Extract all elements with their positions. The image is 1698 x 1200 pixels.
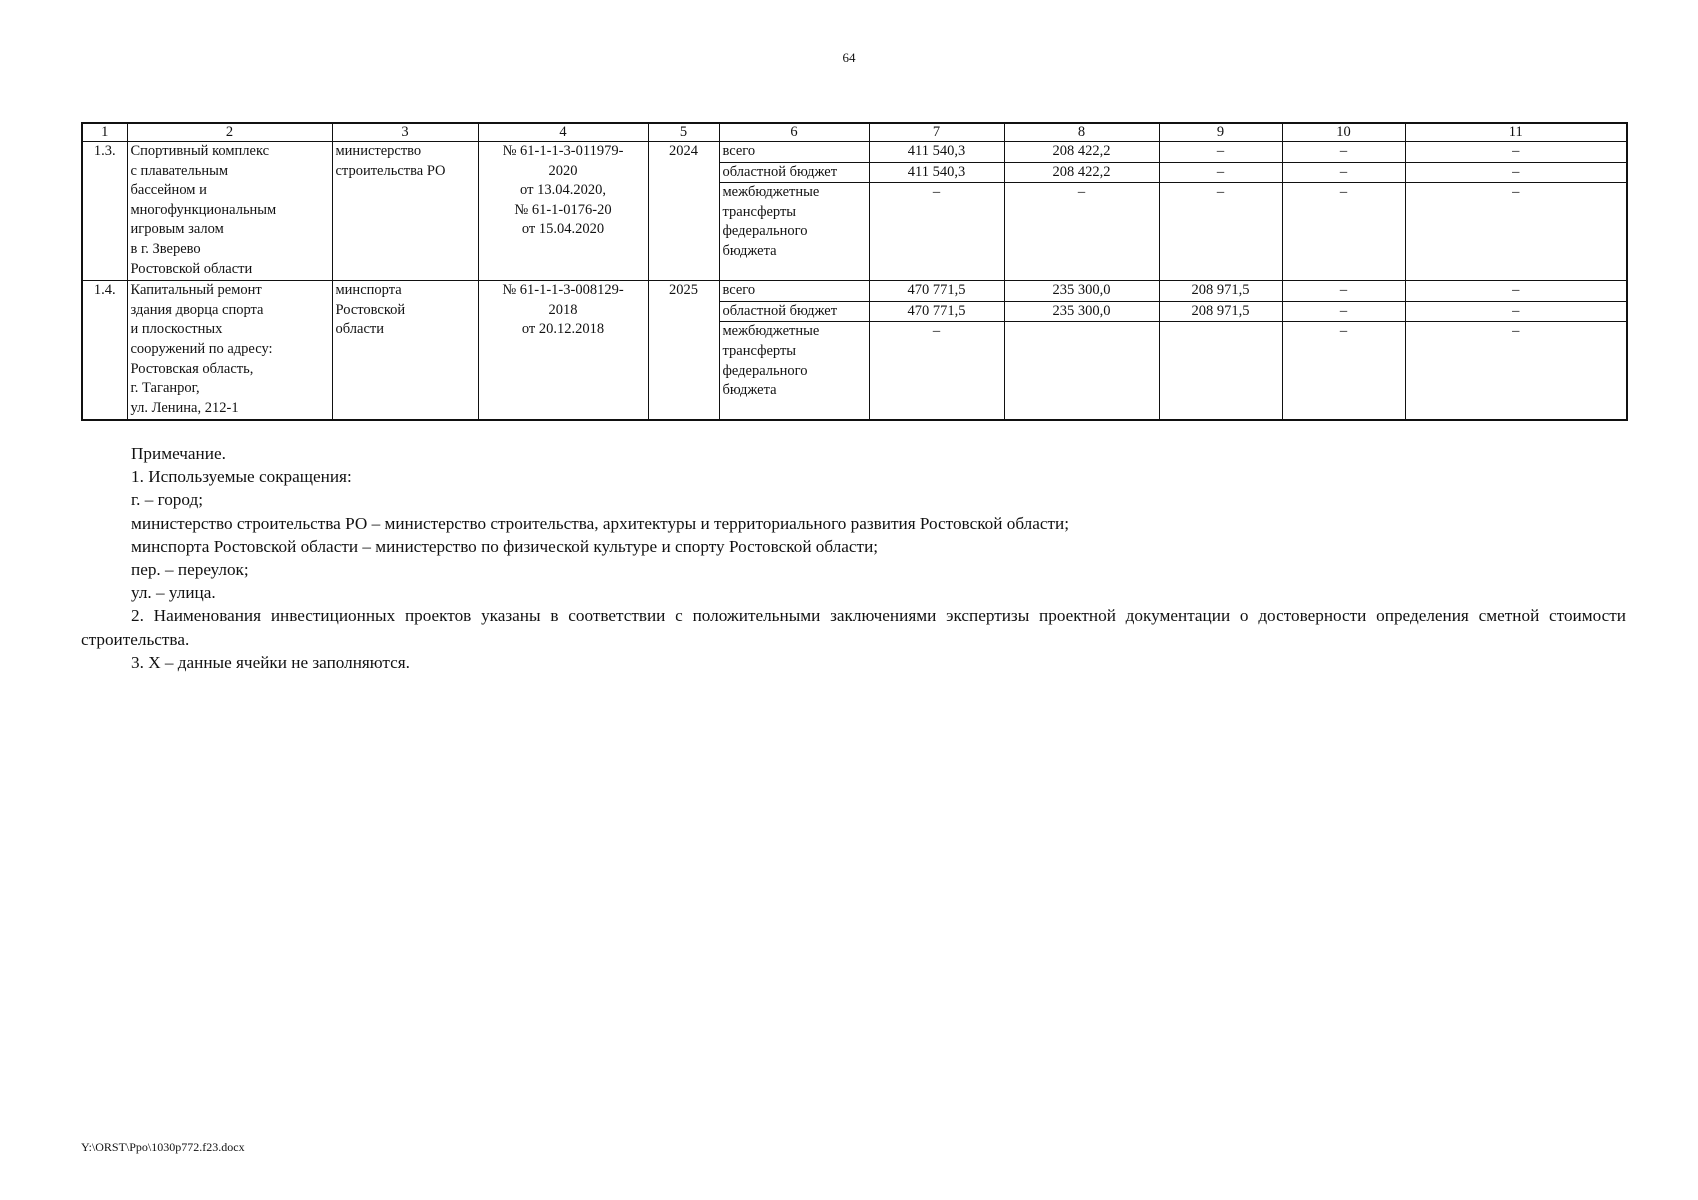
funding-value: 208 971,5 [1159,281,1282,302]
funding-value: – [1159,162,1282,183]
object-line: г. Таганрог, [130,380,200,397]
note-item-3: 3. Х – данные ячейки не заполняются. [131,652,410,672]
customer-line: министерство [335,143,422,159]
funding-value: – [1405,142,1627,163]
project-year: 2024 [648,142,719,281]
customer-line: Ростовской [335,301,406,318]
object-line: ул. Ленина, 212-1 [130,399,239,416]
funding-value: – [1004,183,1159,281]
funding-value: – [1282,322,1405,420]
object-line: Ростовская область, [130,360,254,377]
expertise-line: от 20.12.2018 [521,321,605,338]
funding-value: 208 422,2 [1004,162,1159,183]
funding-value: 411 540,3 [869,142,1004,163]
funding-value: 235 300,0 [1004,301,1159,322]
source-line: межбюджетные [722,184,820,201]
project-number: 1.4. [82,281,127,420]
column-number-row [82,123,1627,142]
funding-value: 208 422,2 [1004,142,1159,163]
object-line: в г. Зверево [130,240,201,257]
expertise-line: 2018 [548,301,578,318]
project-object [127,142,332,281]
funding-value: – [1282,142,1405,163]
expertise-line: № 61-1-1-3-008129- [502,282,624,299]
source-line: бюджета [722,242,777,259]
abbreviation-line: министерство строительства РО – министерство строительства, архитектуры и территориального развития Ростовской области; [131,513,1069,533]
footer-file-path: Y:\ORST\Ppo\1030p772.f23.docx [81,1140,245,1154]
funding-source: всего [719,142,869,163]
source-line: бюджета [722,382,777,399]
funding-value: – [1159,142,1282,163]
funding-source [719,322,869,420]
project-expertise [478,142,648,281]
column-number: 4 [478,123,648,142]
funding-value: – [1405,301,1627,322]
object-line: бассейном и [130,182,207,199]
column-number: 1 [82,123,127,142]
funding-value: – [869,322,1004,420]
abbreviation-line: ул. – улица. [131,583,216,603]
column-number: 8 [1004,123,1159,142]
column-number: 5 [648,123,719,142]
project-year: 2025 [648,281,719,420]
note-item-1-title: 1. Используемые сокращения: [131,467,352,487]
project-number: 1.3. [82,142,127,281]
expertise-line: № 61-1-0176-20 [514,201,612,218]
object-line: здания дворца спорта [130,301,264,318]
funding-source [719,183,869,281]
funding-value: – [1282,281,1405,302]
funding-source: областной бюджет [719,301,869,322]
table-row [82,142,1627,163]
funding-value: – [1282,162,1405,183]
funding-source: областной бюджет [719,162,869,183]
column-number: 7 [869,123,1004,142]
investment-projects-table [81,122,1628,421]
object-line: Спортивный комплекс [130,143,270,159]
project-expertise [478,281,648,420]
abbreviation-line: пер. – переулок; [131,560,249,580]
customer-line: строительства РО [335,162,446,179]
customer-line: области [335,321,384,338]
funding-value: – [1405,281,1627,302]
object-line: Капитальный ремонт [130,282,262,299]
funding-value: – [869,183,1004,281]
funding-value: – [1159,183,1282,281]
customer-line: минспорта [335,282,402,299]
column-number: 6 [719,123,869,142]
object-line: многофункциональным [130,201,277,218]
funding-value: – [1405,183,1627,281]
notes-section [81,442,1626,674]
expertise-line: от 15.04.2020 [521,221,605,238]
object-line: и плоскостных [130,321,223,338]
column-number: 9 [1159,123,1282,142]
expertise-line: 2020 [548,162,578,179]
funding-value: 208 971,5 [1159,301,1282,322]
object-line: сооружений по адресу: [130,340,273,357]
object-line: игровым залом [130,221,224,238]
project-customer [332,142,478,281]
expertise-line: № 61-1-1-3-011979- [502,143,624,159]
table-row [82,281,1627,302]
column-number: 2 [127,123,332,142]
abbreviation-line: г. – город; [131,490,204,510]
page-number: 64 [842,50,856,65]
notes-heading: Примечание. [131,444,226,463]
source-line: трансферты [722,342,797,359]
column-number: 11 [1405,123,1627,142]
column-number: 3 [332,123,478,142]
object-line: с плавательным [130,162,229,179]
project-customer [332,281,478,420]
funding-value [1159,322,1282,420]
project-object [127,281,332,420]
funding-value: 235 300,0 [1004,281,1159,302]
abbreviation-line: минспорта Ростовской области – министерство по физической культуре и спорту Ростовской области; [131,536,879,556]
funding-value: 470 771,5 [869,301,1004,322]
funding-value: 411 540,3 [869,162,1004,183]
source-line: межбюджетные [722,323,820,340]
source-line: федерального [722,223,808,240]
expertise-line: от 13.04.2020, [520,182,606,199]
column-number: 10 [1282,123,1405,142]
funding-source: всего [719,281,869,302]
funding-value: – [1282,183,1405,281]
funding-value: – [1282,301,1405,322]
funding-value: – [1405,322,1627,420]
funding-value: – [1405,162,1627,183]
object-line: Ростовской области [130,260,253,277]
source-line: федерального [722,362,808,379]
note-item-2: 2. Наименования инвестиционных проектов указаны в соответствии с положительными заключениями экспертизы проектной документации о достоверности определения сметной стоимости строительства. [81,606,1626,649]
funding-value [1004,322,1159,420]
funding-value: 470 771,5 [869,281,1004,302]
source-line: трансферты [722,203,797,220]
